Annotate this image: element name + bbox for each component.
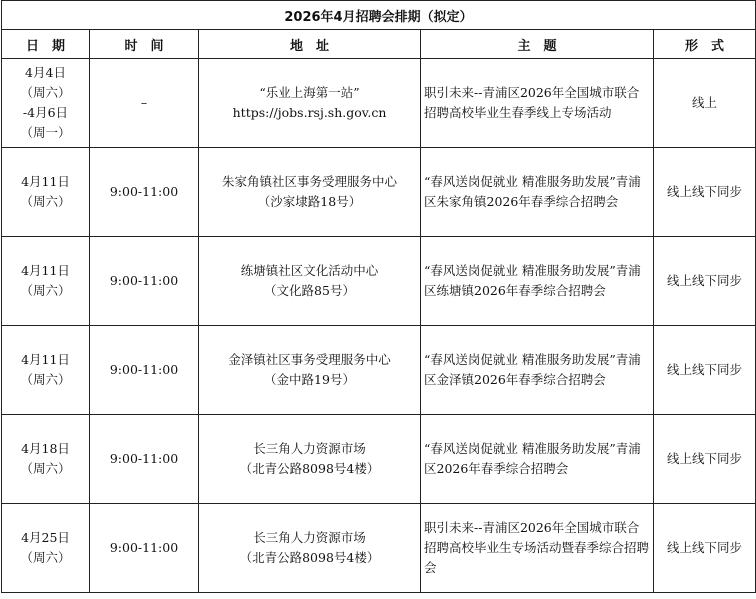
table-row — [2, 148, 756, 237]
cell-format: 线上线下同步 — [654, 148, 756, 237]
cell-date — [2, 326, 90, 415]
cell-address — [199, 237, 421, 326]
cell-theme — [421, 504, 654, 593]
cell-address — [199, 326, 421, 415]
address-detail: （沙家埭路18号） — [257, 194, 362, 209]
theme-text: 职引未来--青浦区2026年全国城市联合招聘高校毕业生春季线上专场活动 — [424, 85, 640, 120]
cell-theme — [421, 415, 654, 504]
address-name: “乐业上海第一站” — [259, 85, 360, 100]
schedule-table — [1, 0, 756, 593]
address-name: 朱家角镇社区事务受理服务中心 — [221, 174, 397, 189]
cell-date — [2, 415, 90, 504]
cell-address — [199, 59, 421, 148]
theme-text: 职引未来--青浦区2026年全国城市联合招聘高校毕业生专场活动暨春季综合招聘会 — [424, 520, 650, 575]
cell-theme — [421, 148, 654, 237]
weekday-line: （周六） — [20, 194, 71, 209]
cell-theme — [421, 326, 654, 415]
date-line: 4月11日 — [21, 174, 70, 189]
table-title: 2026年4月招聘会排期（拟定） — [2, 1, 756, 30]
cell-date — [2, 148, 90, 237]
cell-address — [199, 415, 421, 504]
address-detail: （文化路85号） — [264, 283, 355, 298]
cell-format: 线上线下同步 — [654, 415, 756, 504]
date-line: 4月11日 — [21, 352, 70, 367]
cell-address — [199, 504, 421, 593]
cell-format: 线上线下同步 — [654, 237, 756, 326]
cell-format: 线上 — [654, 59, 756, 148]
address-link[interactable]: https://jobs.rsj.sh.gov.cn — [232, 105, 387, 120]
header-date: 日 期 — [2, 30, 90, 59]
address-detail: （北青公路8098号4楼） — [239, 461, 380, 476]
table-row — [2, 59, 756, 148]
weekday-line: （周六） — [20, 372, 71, 387]
theme-text: “春风送岗促就业 精准服务助发展”青浦区金泽镇2026年春季综合招聘会 — [424, 352, 641, 387]
cell-time: 9:00-11:00 — [90, 237, 199, 326]
header-address: 地 址 — [199, 30, 421, 59]
table-row — [2, 504, 756, 593]
cell-time: 9:00-11:00 — [90, 504, 199, 593]
address-name: 金泽镇社区事务受理服务中心 — [228, 352, 391, 367]
header-row — [2, 30, 756, 59]
date-line: 4月11日 — [21, 263, 70, 278]
theme-text: “春风送岗促就业 精准服务助发展”青浦区朱家角镇2026年春季综合招聘会 — [424, 174, 641, 209]
date-end-line: -4月6日 — [22, 105, 69, 120]
theme-text: “春风送岗促就业 精准服务助发展”青浦区2026年春季综合招聘会 — [424, 441, 641, 476]
weekday-line: （周六） — [20, 283, 71, 298]
cell-time: 9:00-11:00 — [90, 326, 199, 415]
cell-date — [2, 237, 90, 326]
theme-text: “春风送岗促就业 精准服务助发展”青浦区练塘镇2026年春季综合招聘会 — [424, 263, 641, 298]
cell-format: 线上线下同步 — [654, 326, 756, 415]
header-theme: 主 题 — [421, 30, 654, 59]
header-time: 时 间 — [90, 30, 199, 59]
date-line: 4月18日 — [21, 441, 70, 456]
cell-format: 线上线下同步 — [654, 504, 756, 593]
weekday-line: （周六） — [20, 550, 71, 565]
cell-time: – — [90, 59, 199, 148]
cell-date — [2, 504, 90, 593]
date-line: 4月25日 — [21, 530, 70, 545]
address-name: 练塘镇社区文化活动中心 — [240, 263, 379, 278]
cell-theme — [421, 59, 654, 148]
header-format: 形 式 — [654, 30, 756, 59]
cell-date — [2, 59, 90, 148]
cell-time: 9:00-11:00 — [90, 415, 199, 504]
cell-address — [199, 148, 421, 237]
address-detail: （金中路19号） — [264, 372, 355, 387]
table-row — [2, 415, 756, 504]
table-row — [2, 237, 756, 326]
address-name: 长三角人力资源市场 — [253, 441, 366, 456]
weekday-end-line: （周一） — [20, 125, 71, 140]
table-row — [2, 326, 756, 415]
cell-time: 9:00-11:00 — [90, 148, 199, 237]
cell-theme — [421, 237, 654, 326]
weekday-line: （周六） — [20, 85, 71, 100]
address-detail: （北青公路8098号4楼） — [239, 550, 380, 565]
address-name: 长三角人力资源市场 — [253, 530, 366, 545]
date-line: 4月4日 — [25, 65, 66, 80]
weekday-line: （周六） — [20, 461, 71, 476]
